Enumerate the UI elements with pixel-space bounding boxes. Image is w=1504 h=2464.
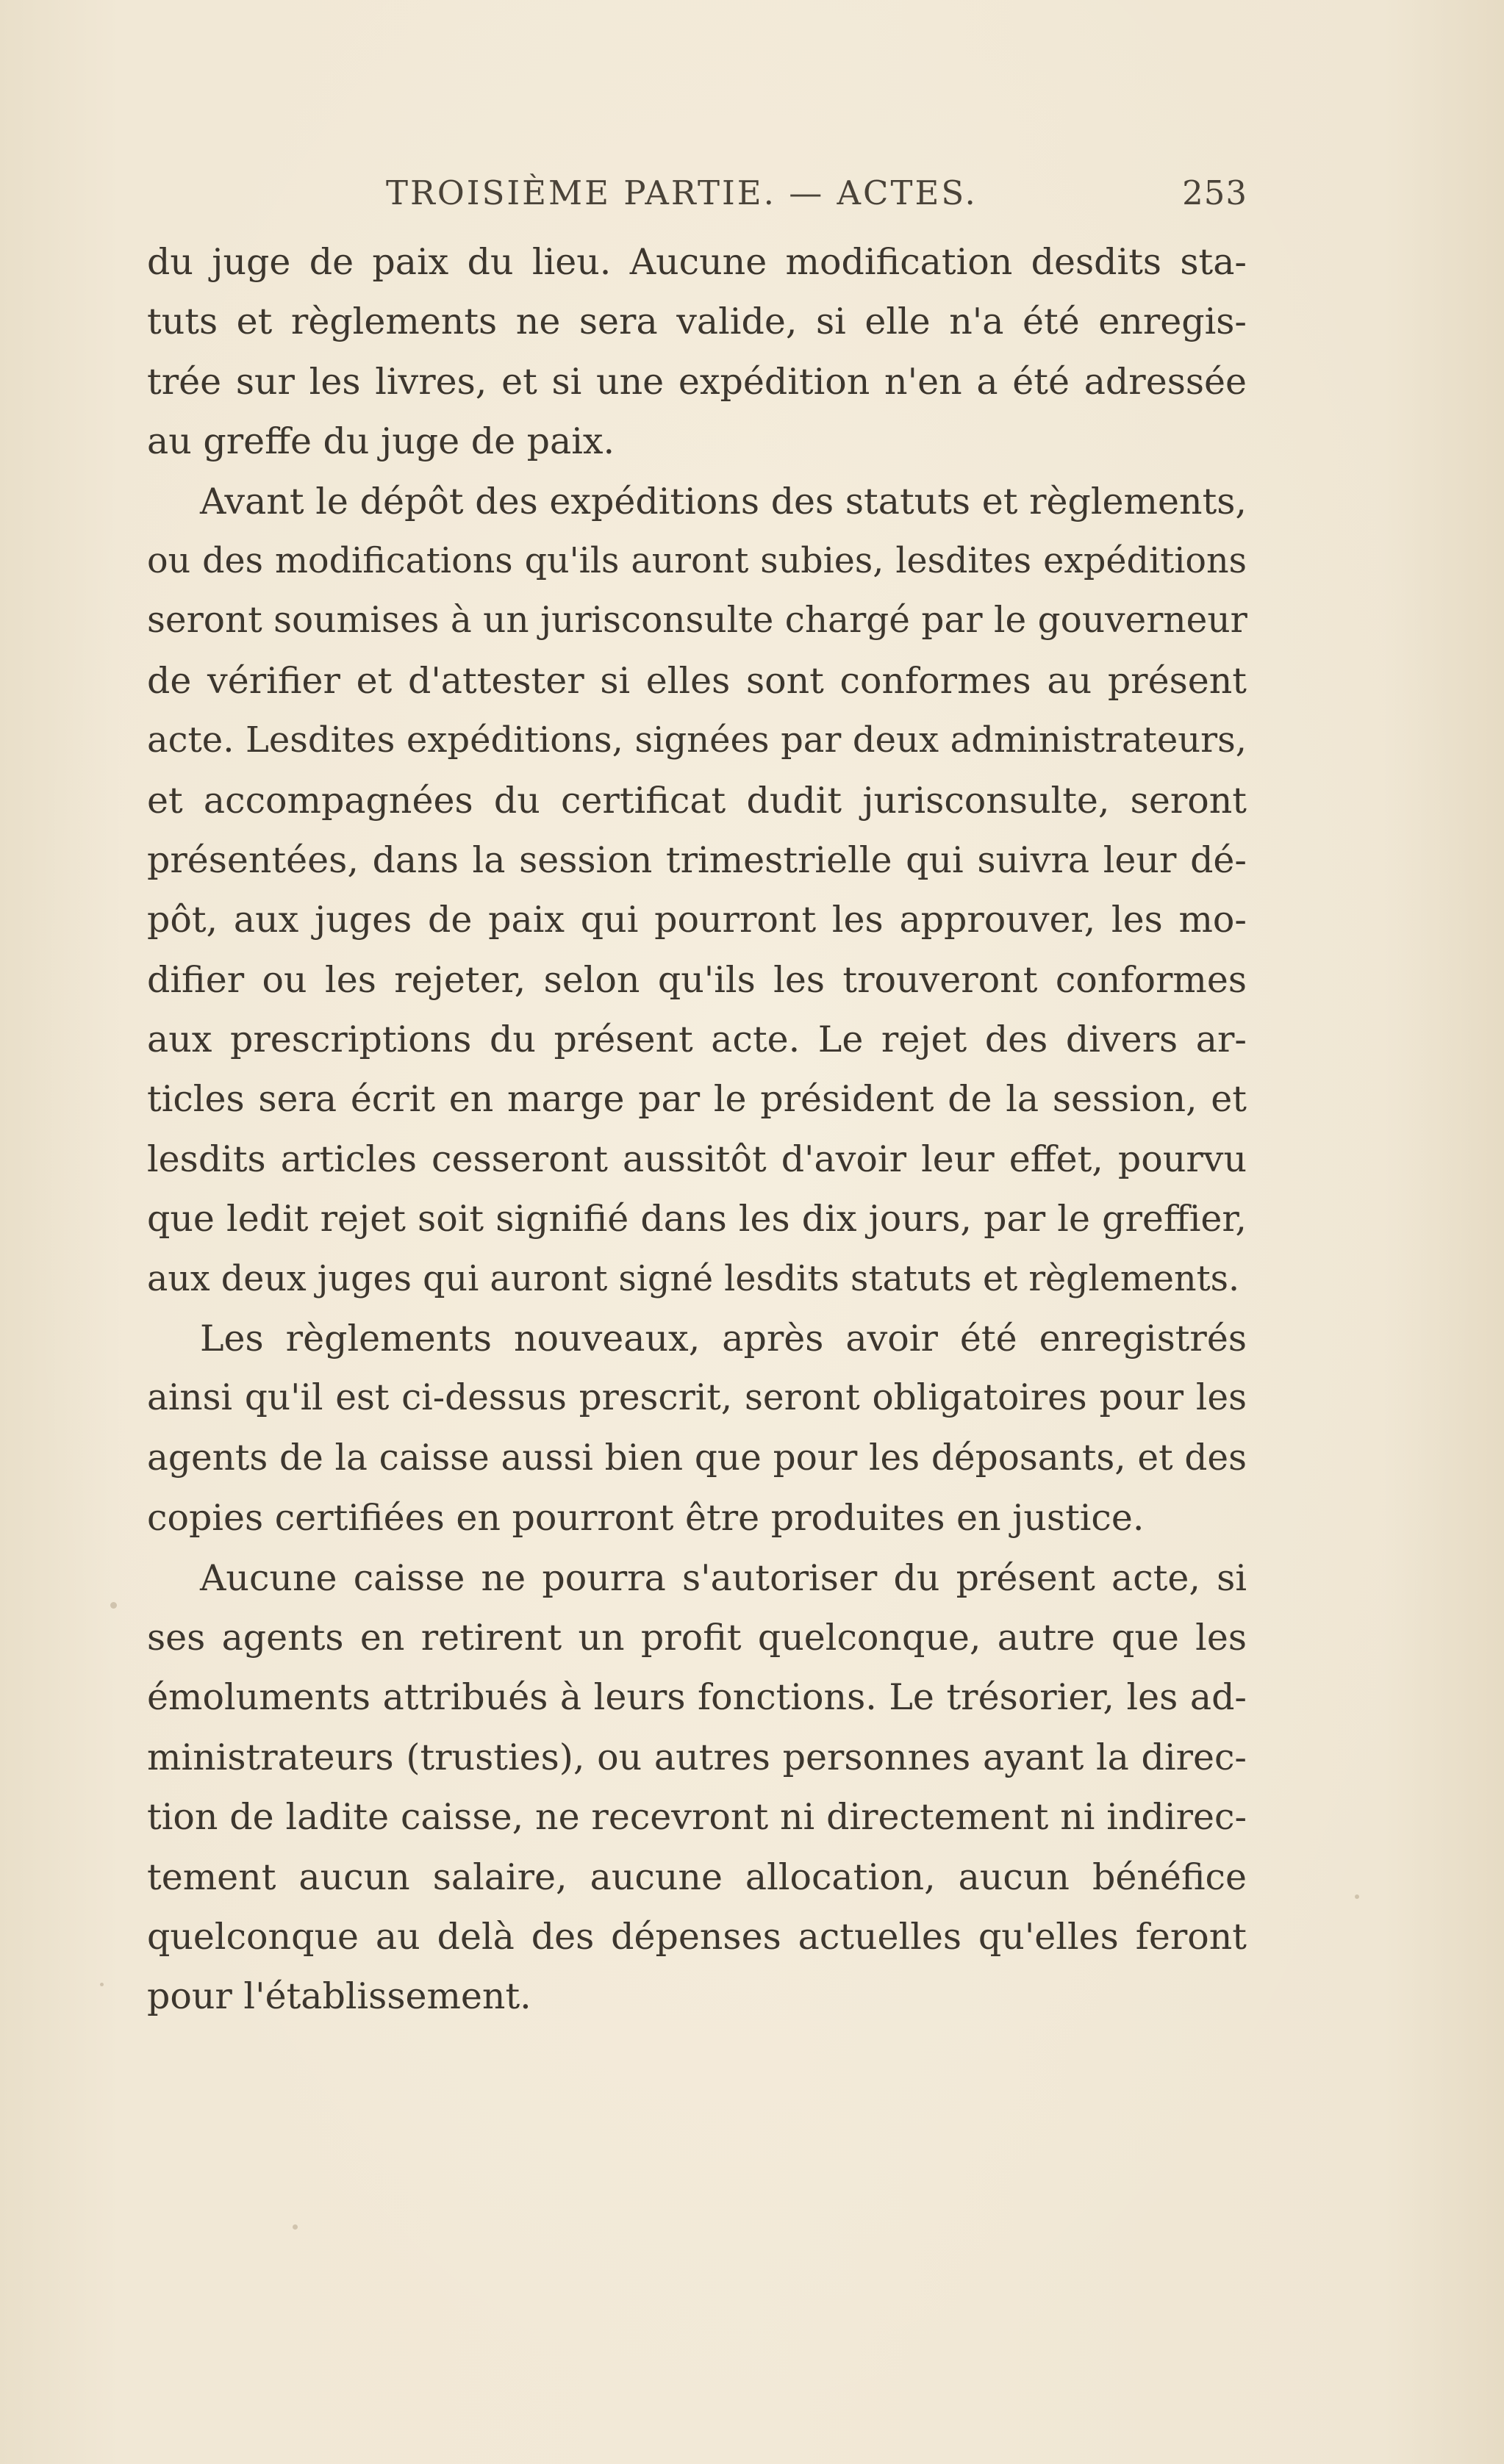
paper-speck <box>293 2224 298 2230</box>
text-line: ainsi qu'il est ci-dessus prescrit, seront obligatoires pour les <box>147 1377 1247 1419</box>
paper-speck <box>100 1983 104 1986</box>
text-line: aux prescriptions du présent acte. Le rejet des divers ar- <box>147 1019 1247 1061</box>
text-line: trée sur les livres, et si une expédition n'en a été adressée <box>147 360 1247 403</box>
text-line: ministrateurs (trusties), ou autres personnes ayant la direc- <box>147 1736 1247 1778</box>
paragraph-end-line: pour l'établissement. <box>147 1975 531 2018</box>
text-line: ticles sera écrit en marge par le président de la session, et <box>147 1078 1247 1121</box>
text-line: lesdits articles cesseront aussitôt d'avoir leur effet, pourvu <box>147 1138 1247 1180</box>
paragraph-end-line: au greffe du juge de paix. <box>147 420 615 463</box>
running-head <box>152 168 1247 219</box>
paper-speck <box>1355 1894 1359 1899</box>
text-line: difier ou les rejeter, selon qu'ils les trouveront conformes <box>147 958 1247 1001</box>
text-line: du juge de paix du lieu. Aucune modification desdits sta- <box>147 241 1247 283</box>
text-line: de vérifier et d'attester si elles sont conformes au présent <box>147 659 1247 702</box>
text-line: et accompagnées du certificat dudit jurisconsulte, seront <box>147 779 1247 822</box>
paragraph-end-line: copies certifiées en pourront être produites en justice. <box>147 1497 1145 1540</box>
text-line: tement aucun salaire, aucune allocation, aucun bénéfice <box>147 1856 1247 1898</box>
body-text <box>147 232 1247 2027</box>
text-line: acte. Lesdites expéditions, signées par deux administrateurs, <box>147 719 1247 761</box>
text-line: émoluments attribués à leurs fonctions. Le trésorier, les ad- <box>147 1676 1247 1719</box>
text-line: tuts et règlements ne sera valide, si elle n'a été enregis- <box>147 301 1247 343</box>
text-line: tion de ladite caisse, ne recevront ni directement ni indirec- <box>147 1796 1247 1839</box>
text-line: agents de la caisse aussi bien que pour les déposants, et des <box>147 1437 1247 1479</box>
paragraph-start-line: Les règlements nouveaux, après avoir été enregistrés <box>200 1318 1247 1360</box>
page-number: 253 <box>1182 173 1247 212</box>
text-line: ses agents en retirent un profit quelconque, autre que les <box>147 1616 1247 1659</box>
text-line: seront soumises à un jurisconsulte chargé par le gouverneur <box>147 600 1247 642</box>
text-line: pôt, aux juges de paix qui pourront les approuver, les mo- <box>147 899 1247 941</box>
text-line: que ledit rejet soit signifié dans les dix jours, par le greffier, <box>147 1198 1247 1240</box>
paragraph-start-line: Aucune caisse ne pourra s'autoriser du présent acte, si <box>200 1556 1247 1599</box>
paragraph-start-line: Avant le dépôt des expéditions des statuts et règlements, <box>200 480 1247 522</box>
text-line: ou des modifications qu'ils auront subies, lesdites expéditions <box>147 540 1247 581</box>
text-line: quelconque au delà des dépenses actuelles qu'elles feront <box>147 1915 1247 1958</box>
running-head-title: TROISIÈME PARTIE. — ACTES. <box>386 173 978 212</box>
paragraph-end-line: aux deux juges qui auront signé lesdits statuts et règlements. <box>147 1258 1240 1299</box>
text-line: présentées, dans la session trimestrielle qui suivra leur dé- <box>147 838 1247 881</box>
paper-speck <box>110 1602 117 1609</box>
